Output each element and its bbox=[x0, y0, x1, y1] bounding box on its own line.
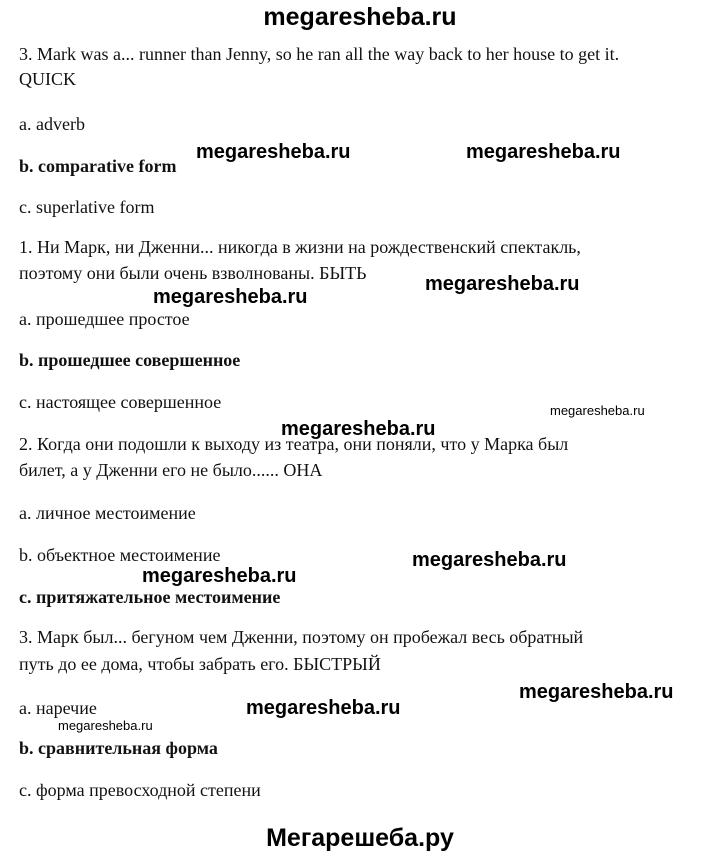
question-1-ru-line-1: 1. Ни Марк, ни Дженни... никогда в жизни на рождественский спектакль, bbox=[19, 237, 581, 257]
watermark: megaresheba.ru bbox=[196, 141, 351, 163]
footer-site-title: Мегарешеба.ру bbox=[266, 824, 454, 852]
watermark: megaresheba.ru bbox=[281, 418, 436, 440]
question-2-ru-line-2: билет, а у Дженни его не было...... ОНА bbox=[19, 460, 323, 480]
answer-3-ru-c: c. форма превосходной степени bbox=[19, 780, 261, 800]
answer-3-ru-a: a. наречие bbox=[19, 698, 97, 718]
watermark: megaresheba.ru bbox=[153, 286, 308, 308]
answer-2-ru-c-correct: c. притяжательное местоимение bbox=[19, 587, 281, 607]
answer-3-en-c: c. superlative form bbox=[19, 197, 155, 217]
answer-3-en-a: a. adverb bbox=[19, 114, 85, 134]
answer-3-en-b-correct: b. comparative form bbox=[19, 156, 177, 176]
watermark: megaresheba.ru bbox=[425, 273, 580, 295]
header-site-title: megaresheba.ru bbox=[263, 3, 457, 31]
question-3-en-line-2: QUICK bbox=[19, 69, 76, 89]
watermark: megaresheba.ru bbox=[550, 403, 645, 418]
question-3-ru-line-2: путь до ее дома, чтобы забрать его. БЫСТРЫЙ bbox=[19, 654, 381, 674]
question-3-en-line-1: 3. Mark was a... runner than Jenny, so he ran all the way back to her house to get it. bbox=[19, 44, 620, 64]
question-3-ru-line-1: 3. Марк был... бегуном чем Дженни, поэтому он пробежал весь обратный bbox=[19, 627, 584, 647]
answer-2-ru-b: b. объектное местоимение bbox=[19, 545, 221, 565]
answer-1-ru-b-correct: b. прошедшее совершенное bbox=[19, 350, 241, 370]
watermark: megaresheba.ru bbox=[58, 718, 153, 733]
answer-1-ru-a: a. прошедшее простое bbox=[19, 309, 190, 329]
watermark: megaresheba.ru bbox=[412, 549, 567, 571]
watermark: megaresheba.ru bbox=[466, 141, 621, 163]
question-1-ru-line-2: поэтому они были очень взволнованы. БЫТЬ bbox=[19, 263, 367, 283]
answer-3-ru-b-correct: b. сравнительная форма bbox=[19, 738, 218, 758]
watermark: megaresheba.ru bbox=[142, 565, 297, 587]
question-2-ru-line-1: 2. Когда они подошли к выходу из театра, они поняли, что у Марка был bbox=[19, 434, 569, 454]
watermark: megaresheba.ru bbox=[519, 681, 674, 703]
answer-1-ru-c: c. настоящее совершенное bbox=[19, 392, 222, 412]
answer-2-ru-a: a. личное местоимение bbox=[19, 503, 196, 523]
watermark: megaresheba.ru bbox=[246, 697, 401, 719]
